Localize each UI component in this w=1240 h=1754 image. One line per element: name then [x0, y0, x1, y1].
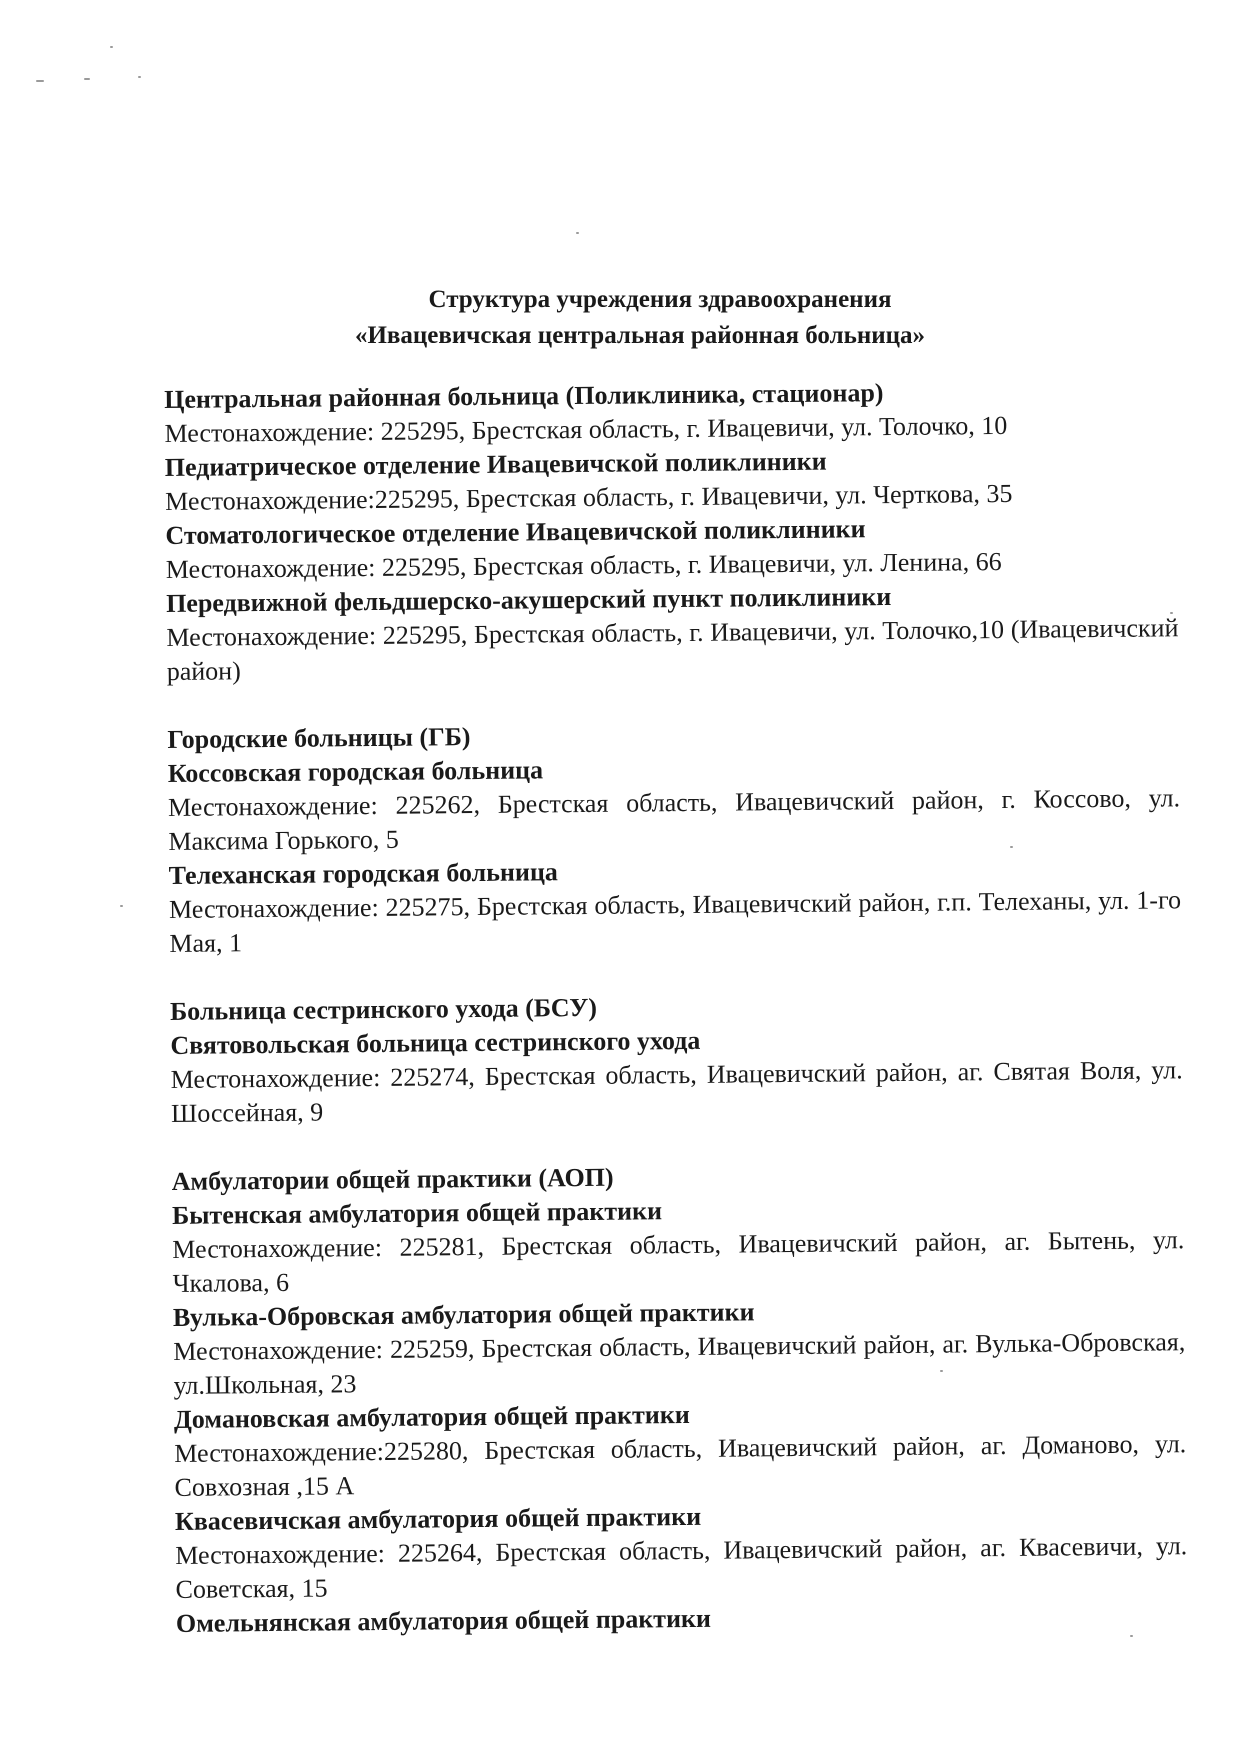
facility-name: Вулька-Обровская амбулатория общей практики — [172, 1297, 755, 1332]
facility-name: Омельнянская амбулатория общей практики — [175, 1603, 712, 1638]
facility-name: Стоматологическое отделение Ивацевичской поликлиники — [165, 514, 866, 550]
facility-name: Бытенская амбулатория общей практики — [171, 1196, 663, 1230]
facility-address: Местонахождение: 225295, Брестская область, г. Ивацевичи, ул. Толочко,10 (Ивацевичский район) — [166, 613, 1179, 686]
facility-address: Местонахождение: 225264, Брестская область, Ивацевичский район, аг. Квасевичи, ул. Советская, 15 — [175, 1531, 1188, 1604]
section-general-practice — [172, 1155, 1197, 1641]
facility-name: Педиатрическое отделение Ивацевичской поликлиники — [164, 446, 827, 482]
facility-name: Домановская амбулатория общей практики — [173, 1400, 690, 1434]
title-line-2: «Ивацевичская центральная районная больница» — [354, 322, 926, 349]
facility-address: Местонахождение: 225295, Брестская область, г. Ивацевичи, ул. Толочко, 10 — [164, 410, 1008, 448]
facility-address: Местонахождение: 225295, Брестская область, г. Ивацевичи, ул. Ленина, 66 — [165, 546, 1002, 584]
facility-address: Местонахождение: 225259, Брестская область, Ивацевичский район, аг. Вулька-Обровская, ул.Школьная, 23 — [173, 1327, 1186, 1400]
facility-address: Местонахождение: 225274, Брестская область, Ивацевичский район, аг. Святая Воля, ул. Шоссейная, 9 — [170, 1055, 1183, 1128]
facility-name: Коссовская городская больница — [167, 755, 544, 788]
section-heading: Городские больницы (ГБ) — [167, 722, 471, 754]
facility-name: Квасевичская амбулатория общей практики — [174, 1501, 702, 1536]
facility-address: Местонахождение: 225262, Брестская область, Ивацевичский район, г. Коссово, ул. Максима Горького, 5 — [167, 783, 1181, 856]
facility-name: Святовольская больница сестринского ухода — [170, 1025, 701, 1060]
title-line-1: Структура учреждения здравоохранения — [428, 286, 892, 313]
facility-address: Местонахождение: 225275, Брестская область, Ивацевичский район, г.п. Телеханы, ул. 1-го Мая, 1 — [168, 885, 1182, 958]
section-heading: Больница сестринского ухода (БСУ) — [169, 992, 598, 1026]
facility-address: Местонахождение:225295, Брестская область, г. Ивацевичи, ул. Черткова, 35 — [164, 478, 1013, 516]
section-central-hospital — [164, 373, 1187, 689]
section-heading: Центральная районная больница (Поликлиника, стационар) — [164, 378, 884, 414]
facility-address: Местонахождение:225280, Брестская область, Ивацевичский район, аг. Доманово, ул. Совхозная ,15 А — [174, 1429, 1187, 1502]
facility-address: Местонахождение: 225281, Брестская область, Ивацевичский район, аг. Бытень, ул. Чкалова, 6 — [172, 1225, 1185, 1298]
facility-name: Передвижной фельдшерско-акушерский пункт поликлиники — [165, 582, 892, 618]
section-nursing-hospital — [170, 985, 1191, 1131]
document-title — [160, 282, 1120, 354]
section-city-hospitals — [167, 713, 1189, 961]
document-body — [164, 373, 1196, 1641]
section-heading: Амбулатории общей практики (АОП) — [171, 1162, 614, 1196]
facility-name: Телеханская городская больница — [168, 857, 558, 890]
